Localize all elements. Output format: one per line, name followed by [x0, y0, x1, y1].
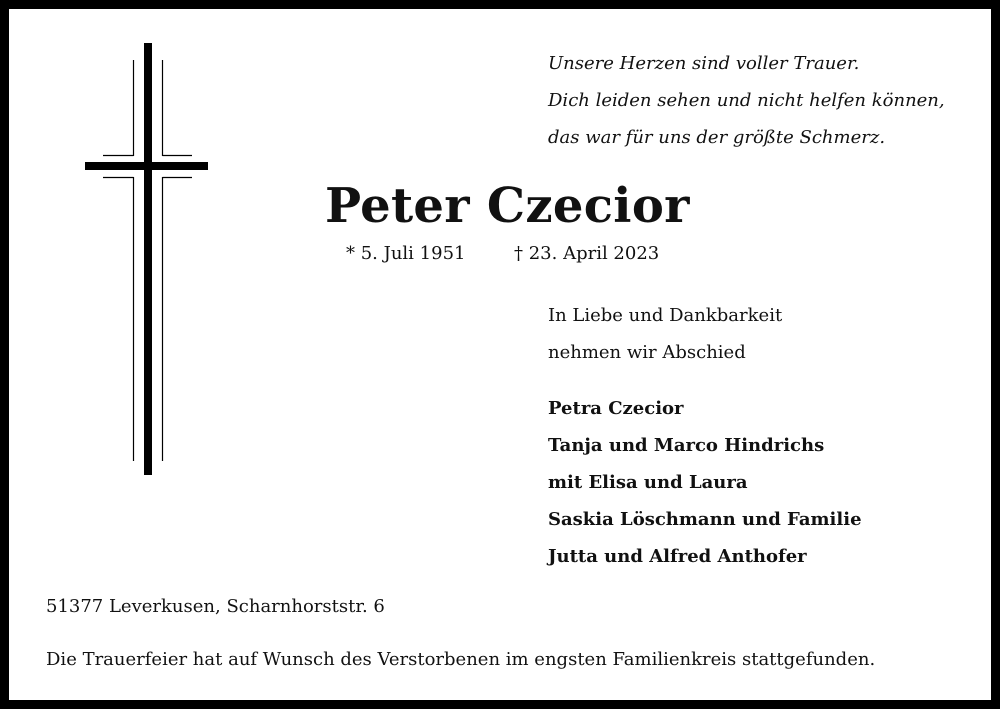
- mourner-name: Saskia Löschmann und Familie: [548, 509, 862, 530]
- mourner-name: Jutta und Alfred Anthofer: [548, 546, 807, 567]
- funeral-notice: Die Trauerfeier hat auf Wunsch des Verstorbenen im engsten Familienkreis stattgefunden.: [46, 649, 876, 670]
- mourner-name: mit Elisa und Laura: [548, 472, 748, 493]
- poem-line: Dich leiden sehen und nicht helfen können,: [548, 90, 945, 111]
- death-date: † 23. April 2023: [514, 243, 660, 264]
- birth-date: * 5. Juli 1951: [346, 243, 466, 264]
- deceased-name: Peter Czecior: [325, 178, 690, 234]
- poem-line: Unsere Herzen sind voller Trauer.: [548, 53, 860, 74]
- address: 51377 Leverkusen, Scharnhorststr. 6: [46, 596, 385, 617]
- obituary-card: [9, 9, 991, 700]
- farewell-line: nehmen wir Abschied: [548, 342, 746, 363]
- poem-line: das war für uns der größte Schmerz.: [548, 127, 886, 148]
- farewell-text: [548, 297, 782, 371]
- mourners-list: [548, 390, 862, 575]
- farewell-line: In Liebe und Dankbarkeit: [548, 305, 783, 326]
- mourner-name: Petra Czecior: [548, 398, 684, 419]
- cross-icon: [85, 43, 210, 479]
- poem: [548, 45, 945, 156]
- mourner-name: Tanja und Marco Hindrichs: [548, 435, 825, 456]
